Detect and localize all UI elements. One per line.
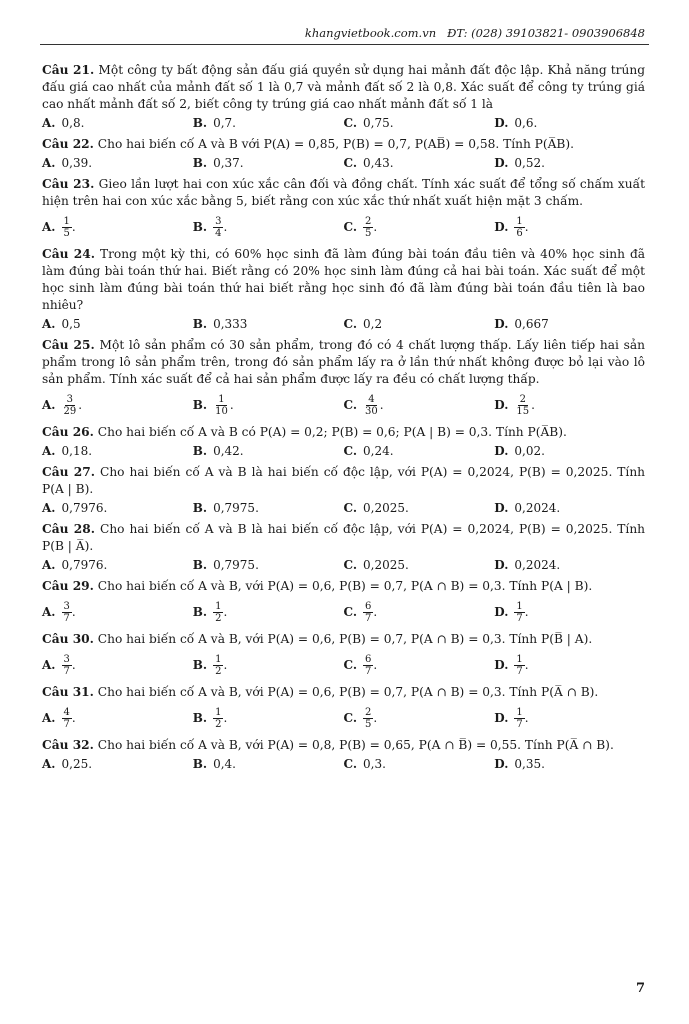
- option-label: D.: [494, 397, 509, 412]
- option-label: A.: [42, 710, 56, 725]
- option-fraction: [514, 654, 524, 677]
- answer-option: D. $\frac{1}{7}$ .: [494, 706, 529, 730]
- answer-option: [193, 115, 344, 132]
- answer-option: [494, 756, 645, 773]
- option-label: A.: [42, 604, 56, 619]
- answer-option: [344, 443, 495, 460]
- option-label: C.: [343, 558, 358, 572]
- option-value: 0,25.: [61, 757, 93, 771]
- option-fraction: [62, 707, 72, 730]
- option-label: C.: [343, 444, 358, 458]
- answer-option: D. $\frac{2}{15}$ .: [494, 393, 535, 417]
- answer-option: [344, 756, 495, 773]
- question-number: Câu 24.: [42, 247, 95, 261]
- fraction-numerator: 1: [516, 600, 523, 612]
- fraction-denominator: 4: [215, 227, 222, 239]
- header-divider: [40, 44, 649, 45]
- answer-option: [344, 557, 495, 574]
- answer-option: [344, 316, 495, 333]
- option-label: D.: [494, 604, 509, 619]
- answer-option: C. $\frac{6}{7}$ .: [343, 653, 378, 677]
- answer-option: [42, 756, 193, 773]
- fraction-denominator: 10: [215, 405, 228, 417]
- answer-option: B. $\frac{1}{2}$ .: [192, 706, 228, 730]
- question-number: Câu 30.: [42, 632, 94, 646]
- question-number: Câu 26.: [42, 425, 94, 439]
- option-value: 0,24.: [363, 444, 394, 458]
- question-list: [42, 62, 645, 777]
- question-30: [42, 631, 645, 648]
- answer-options: [42, 155, 645, 172]
- answer-option: [344, 500, 495, 517]
- option-value: 0,42.: [213, 444, 244, 458]
- answer-option: A. $\frac{4}{7}$ .: [42, 706, 76, 730]
- option-value: 0,02.: [514, 444, 545, 458]
- question-25: [42, 337, 645, 388]
- fraction-numerator: 1: [215, 653, 222, 665]
- option-value: 0,7.: [213, 116, 236, 130]
- answer-option: [42, 557, 193, 574]
- answer-option: D. $\frac{1}{7}$ .: [494, 600, 529, 624]
- answer-option: B. $\frac{3}{4}$ .: [192, 215, 228, 239]
- answer-option: [193, 557, 344, 574]
- option-label: C.: [343, 219, 358, 234]
- answer-option: [494, 443, 645, 460]
- option-label: B.: [192, 156, 208, 170]
- option-label: A.: [42, 444, 56, 458]
- option-label: D.: [494, 116, 509, 130]
- question-text: Cho hai biến cố A và B có P(A) = 0,2; P(B) = 0,6; P(A | B) = 0,3. Tính P(A̅B).: [97, 425, 567, 439]
- question-text: Cho hai biến cố A và B, với P(A) = 0,6, P(B) = 0,7, P(A ∩ B) = 0,3. Tính P(A | B).: [97, 579, 593, 593]
- fraction-numerator: 3: [215, 215, 222, 227]
- answer-option: [42, 443, 193, 460]
- fraction-numerator: 1: [218, 393, 225, 405]
- answer-options: [42, 703, 645, 733]
- option-label: C.: [343, 156, 358, 170]
- answer-options: [42, 500, 645, 517]
- option-label: D.: [494, 219, 509, 234]
- fraction-numerator: 6: [365, 600, 372, 612]
- answer-option: [193, 316, 344, 333]
- option-label: B.: [192, 710, 208, 725]
- option-value: 0,2025.: [363, 501, 409, 515]
- question-number: Câu 31.: [42, 685, 94, 699]
- question-text: Trong một kỳ thi, có 60% học sinh đã làm đúng bài toán đầu tiên và 40% học sinh đã làm đúng bài toán thứ hai. Biết rằng có 20% học sinh làm đúng cả hai bài toán. Xác suất để một học sinh làm đúng bài toán thứ hai biết rằng học sinh đó đã làm đúng bài toán đầu tiên là bao nhiêu?: [42, 247, 646, 312]
- answer-option: [193, 443, 344, 460]
- question-number: Câu 28.: [42, 522, 96, 536]
- answer-options: [42, 756, 645, 773]
- option-label: A.: [42, 219, 56, 234]
- answer-options: [42, 650, 645, 680]
- option-value: 0,39.: [61, 156, 93, 170]
- answer-option: C. $\frac{6}{7}$ .: [343, 600, 378, 624]
- question-text: Cho hai biến cố A và B, với P(A) = 0,8, P(B) = 0,65, P(A ∩ B̅) = 0,55. Tính P(A̅ ∩ B).: [97, 738, 614, 752]
- option-value: 0,7975.: [213, 501, 259, 515]
- question-text: Cho hai biến cố A và B, với P(A) = 0,6, P(B) = 0,7, P(A ∩ B) = 0,3. Tính P(B̅ | A).: [97, 632, 593, 646]
- fraction-numerator: 4: [368, 393, 375, 405]
- answer-option: [494, 115, 645, 132]
- fraction-numerator: 1: [516, 215, 523, 227]
- option-label: B.: [192, 444, 208, 458]
- option-value: 0,3.: [363, 757, 386, 771]
- header-phone: ĐT: (028) 39103821- 0903906848: [447, 26, 645, 40]
- fraction-denominator: 2: [215, 612, 222, 624]
- option-label: A.: [42, 397, 56, 412]
- question-28: [42, 521, 645, 555]
- answer-option: [193, 500, 344, 517]
- fraction-numerator: 3: [66, 393, 74, 405]
- answer-option: [42, 316, 193, 333]
- fraction-numerator: 1: [215, 600, 222, 612]
- option-fraction: [363, 707, 373, 730]
- option-value: 0,7976.: [61, 558, 108, 572]
- option-fraction: [514, 216, 524, 239]
- page-number: 7: [635, 981, 645, 996]
- option-label: B.: [192, 317, 208, 331]
- option-label: C.: [343, 116, 358, 130]
- question-text: Cho hai biến cố A và B với P(A) = 0,85, P(B) = 0,7, P(AB̅) = 0,58. Tính P(A̅B).: [97, 137, 575, 151]
- option-value: 0,333: [213, 317, 248, 331]
- header-site: khangvietbook.com.vn: [304, 26, 437, 40]
- answer-option: [494, 316, 645, 333]
- option-label: A.: [42, 657, 56, 672]
- option-label: B.: [192, 219, 208, 234]
- answer-option: D. $\frac{1}{6}$ .: [494, 215, 529, 239]
- answer-option: D. $\frac{1}{7}$ .: [494, 653, 529, 677]
- fraction-denominator: 7: [516, 612, 523, 624]
- fraction-denominator: 2: [215, 718, 222, 730]
- question-27: [42, 464, 645, 498]
- option-label: C.: [343, 710, 358, 725]
- fraction-numerator: 6: [365, 653, 372, 665]
- option-label: B.: [192, 604, 208, 619]
- option-value: 0,6.: [514, 116, 538, 130]
- answer-option: [494, 557, 645, 574]
- answer-option: [42, 115, 193, 132]
- question-26: [42, 424, 645, 441]
- answer-option: B. $\frac{1}{10}$ .: [192, 393, 234, 417]
- question-21: [42, 62, 645, 113]
- question-31: [42, 684, 645, 701]
- option-value: 0,5: [61, 317, 81, 331]
- fraction-denominator: 7: [365, 665, 372, 677]
- option-fraction: [213, 707, 223, 730]
- fraction-numerator: 3: [63, 600, 70, 612]
- question-text: Gieo lần lượt hai con xúc xắc cân đối và đồng chất. Tính xác suất để tổng số chấm xuất hiện trên hai con xúc xắc bằng 5, biết rằng con xúc xắc thứ nhất xuất hiện mặt 3 chấm.: [42, 177, 646, 208]
- option-value: 0,18.: [61, 444, 93, 458]
- fraction-denominator: 6: [516, 227, 523, 239]
- fraction-numerator: 2: [365, 706, 372, 718]
- option-fraction: [363, 394, 380, 417]
- answer-option: C. $\frac{2}{5}$ .: [343, 215, 378, 239]
- answer-option: A. $\frac{3}{7}$ .: [42, 600, 76, 624]
- option-value: 0,43.: [363, 156, 394, 170]
- option-label: A.: [42, 317, 56, 331]
- answer-option: [193, 756, 344, 773]
- option-label: D.: [494, 710, 509, 725]
- fraction-denominator: 5: [365, 718, 372, 730]
- option-value: 0,2024.: [514, 558, 561, 572]
- answer-option: A. $\frac{3}{7}$ .: [42, 653, 76, 677]
- question-number: Câu 25.: [42, 338, 95, 352]
- answer-options: [42, 212, 645, 242]
- question-number: Câu 22.: [42, 137, 94, 151]
- option-label: A.: [42, 757, 56, 771]
- option-label: D.: [494, 558, 509, 572]
- answer-options: [42, 316, 645, 333]
- answer-option: [42, 155, 193, 172]
- option-label: C.: [343, 757, 358, 771]
- fraction-numerator: 1: [516, 653, 523, 665]
- fraction-numerator: 1: [516, 706, 523, 718]
- option-fraction: [213, 601, 223, 624]
- answer-option: A. $\frac{3}{29}$ .: [42, 393, 83, 417]
- question-text: Một công ty bất động sản đấu giá quyền sử dụng hai mảnh đất độc lập. Khả năng trúng đấu giá cao nhất của mảnh đất số 1 là 0,7 và mảnh đất số 2 là 0,8. Xác suất để công ty trúng giá cao nhất mảnh đất số 2, biết công ty trúng giá cao nhất mảnh đất số 1 là: [42, 63, 646, 111]
- fraction-numerator: 2: [519, 393, 526, 405]
- answer-option: B. $\frac{1}{2}$ .: [192, 600, 228, 624]
- question-number: Câu 32.: [42, 738, 94, 752]
- option-value: 0,2025.: [363, 558, 409, 572]
- option-label: C.: [343, 604, 358, 619]
- option-value: 0,2: [363, 317, 383, 331]
- fraction-denominator: 7: [365, 612, 372, 624]
- question-text: Cho hai biến cố A và B, với P(A) = 0,6, P(B) = 0,7, P(A ∩ B) = 0,3. Tính P(A̅ ∩ B).: [97, 685, 599, 699]
- question-number: Câu 23.: [42, 177, 95, 191]
- question-number: Câu 21.: [42, 63, 95, 77]
- option-fraction: [514, 707, 524, 730]
- fraction-denominator: 30: [365, 405, 378, 417]
- question-number: Câu 29.: [42, 579, 94, 593]
- fraction-numerator: 3: [63, 653, 70, 665]
- answer-options: [42, 115, 645, 132]
- option-label: A.: [42, 156, 56, 170]
- question-text: Cho hai biến cố A và B là hai biến cố độc lập, với P(A) = 0,2024, P(B) = 0,2025. Tính P(A | B).: [42, 465, 646, 496]
- option-value: 0,52.: [514, 156, 545, 170]
- option-fraction: [213, 654, 223, 677]
- fraction-denominator: 7: [516, 718, 523, 730]
- option-label: D.: [494, 657, 509, 672]
- answer-options: [42, 443, 645, 460]
- option-label: A.: [42, 116, 56, 130]
- option-label: D.: [494, 317, 509, 331]
- question-29: [42, 578, 645, 595]
- option-label: C.: [343, 657, 358, 672]
- option-fraction: [62, 216, 72, 239]
- option-value: 0,8.: [61, 116, 85, 130]
- question-text: Một lô sản phẩm có 30 sản phẩm, trong đó có 4 chất lượng thấp. Lấy liên tiếp hai sản phẩm trong lô sản phẩm trên, trong đó sản phẩm lấy ra ở lần thứ nhất không được bỏ lại vào lô sản phẩm. Tính xác suất để cả hai sản phẩm được lấy ra đều có chất lượng thấp.: [42, 338, 646, 386]
- fraction-denominator: 15: [516, 405, 530, 417]
- answer-option: [344, 155, 495, 172]
- fraction-denominator: 5: [365, 227, 372, 239]
- option-fraction: [62, 601, 72, 624]
- question-text: Cho hai biến cố A và B là hai biến cố độc lập, với P(A) = 0,2024, P(B) = 0,2025. Tính P(B | A̅).: [42, 522, 646, 553]
- option-fraction: [363, 216, 373, 239]
- option-value: 0,667: [514, 317, 549, 331]
- option-label: C.: [343, 501, 358, 515]
- answer-options: [42, 597, 645, 627]
- answer-option: [494, 155, 645, 172]
- fraction-numerator: 1: [215, 706, 222, 718]
- option-label: A.: [42, 501, 56, 515]
- option-label: C.: [343, 317, 358, 331]
- question-24: [42, 246, 645, 314]
- answer-option: B. $\frac{1}{2}$ .: [192, 653, 228, 677]
- fraction-denominator: 5: [63, 227, 70, 239]
- option-fraction: [514, 394, 531, 417]
- fraction-numerator: 1: [63, 215, 70, 227]
- option-value: 0,4.: [213, 757, 236, 771]
- page-header: [305, 26, 645, 40]
- answer-options: [42, 557, 645, 574]
- question-32: [42, 737, 645, 754]
- option-value: 0,2024.: [514, 501, 561, 515]
- option-fraction: [363, 654, 373, 677]
- answer-option: [494, 500, 645, 517]
- fraction-denominator: 29: [63, 405, 77, 417]
- question-number: Câu 27.: [42, 465, 96, 479]
- option-fraction: [213, 216, 223, 239]
- question-23: [42, 176, 645, 210]
- option-label: B.: [192, 501, 208, 515]
- answer-option: C. $\frac{4}{30}$ .: [343, 393, 384, 417]
- option-label: A.: [42, 558, 56, 572]
- fraction-denominator: 7: [63, 612, 70, 624]
- option-label: B.: [192, 757, 208, 771]
- option-fraction: [62, 394, 79, 417]
- option-label: D.: [494, 501, 509, 515]
- fraction-numerator: 4: [63, 706, 70, 718]
- option-fraction: [363, 601, 373, 624]
- question-22: [42, 136, 645, 153]
- option-fraction: [62, 654, 72, 677]
- option-label: B.: [192, 397, 208, 412]
- fraction-denominator: 7: [516, 665, 523, 677]
- fraction-denominator: 2: [215, 665, 222, 677]
- option-value: 0,7976.: [61, 501, 108, 515]
- option-value: 0,37.: [213, 156, 244, 170]
- answer-option: [42, 500, 193, 517]
- answer-options: [42, 390, 645, 420]
- option-value: 0,7975.: [213, 558, 259, 572]
- fraction-numerator: 2: [365, 215, 372, 227]
- fraction-denominator: 7: [63, 665, 70, 677]
- answer-option: [344, 115, 495, 132]
- option-label: B.: [192, 116, 208, 130]
- option-fraction: [514, 601, 524, 624]
- option-value: 0,75.: [363, 116, 394, 130]
- answer-option: A. $\frac{1}{5}$ .: [42, 215, 76, 239]
- answer-option: C. $\frac{2}{5}$ .: [343, 706, 378, 730]
- answer-option: [193, 155, 344, 172]
- fraction-denominator: 7: [63, 718, 70, 730]
- option-label: D.: [494, 444, 509, 458]
- option-label: D.: [494, 156, 509, 170]
- option-label: C.: [343, 397, 358, 412]
- option-label: D.: [494, 757, 509, 771]
- option-label: B.: [192, 558, 208, 572]
- option-value: 0,35.: [514, 757, 545, 771]
- option-fraction: [213, 394, 230, 417]
- option-label: B.: [192, 657, 208, 672]
